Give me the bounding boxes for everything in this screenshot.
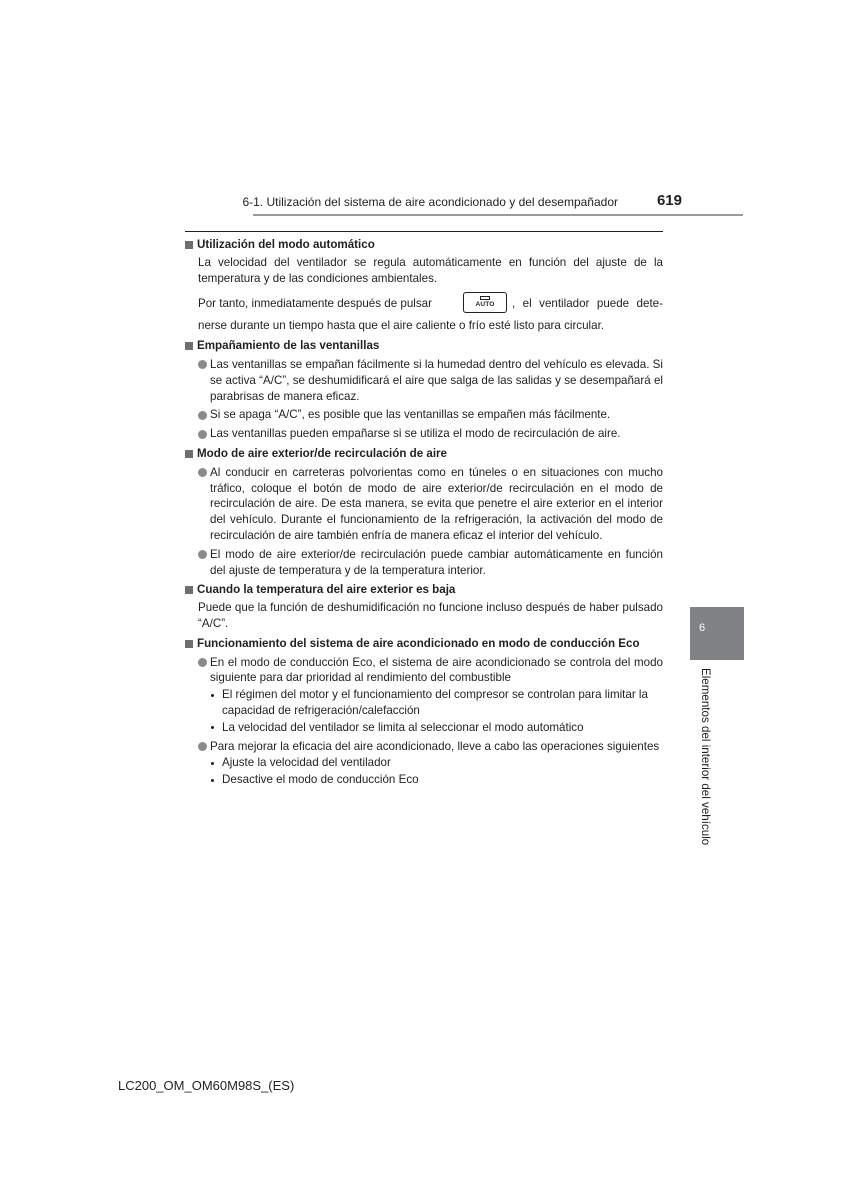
chapter-number: 6 (698, 622, 706, 634)
square-bullet-icon (185, 640, 193, 648)
dot-bullet-icon (211, 779, 214, 782)
dot-bullet-icon (211, 762, 214, 765)
sub-list-item: El régimen del motor y el funcionamiento del compresor se controlan para limitar la capacidad de refrigeración/calefacción (210, 687, 663, 719)
list-item: Al conducir en carreteras polvorientas como en túneles o en situaciones con mucho tráfico, coloque el botón de modo de aire exterior/de recirculación en el modo de recirculación de aire. De esta manera, se evita que penetre el aire exterior en el interior del vehículo. Durante el funcionamiento de la refrigeración, la activación del modo de recirculación de aire también enfría de manera eficaz el interior del vehículo. (198, 465, 663, 544)
list-item: Las ventanillas se empañan fácilmente si la humedad dentro del vehículo es elevada. Si se activa “A/C”, se deshumidificará el aire que salga de las salidas y se desempañará el parabrisas de manera eficaz. (198, 357, 663, 404)
sub-list-item: Ajuste la velocidad del ventilador (210, 755, 663, 771)
circle-bullet-icon (198, 360, 207, 369)
indicator-light-icon (480, 296, 490, 300)
circle-bullet-icon (198, 430, 207, 439)
section-auto-mode (185, 237, 663, 334)
content-top-rule (185, 231, 663, 232)
circle-bullet-icon (198, 468, 207, 477)
list-item: El modo de aire exterior/de recirculación puede cambiar automáticamente en función del ajuste de temperatura y de la temperatura interior. (198, 547, 663, 579)
circle-bullet-icon (198, 550, 207, 559)
square-bullet-icon (185, 450, 193, 458)
press-text-after: , el ventilador puede dete- (512, 297, 663, 311)
section-header-title: 6-1. Utilización del sistema de aire acondicionado y del desempañador (242, 195, 618, 209)
section-recirculation-mode (185, 446, 663, 578)
dot-bullet-icon (211, 694, 214, 697)
chapter-thumb-tab (690, 607, 744, 660)
list-item: Si se apaga “A/C”, es posible que las ventanillas se empañen más fácilmente. (198, 407, 663, 423)
square-bullet-icon (185, 586, 193, 594)
list-item: Para mejorar la eficacia del aire acondicionado, lleve a cabo las operaciones siguientes (198, 739, 663, 755)
section-heading: Utilización del modo automático (185, 237, 663, 253)
section-window-fogging (185, 338, 663, 442)
sub-list-item: La velocidad del ventilador se limita al seleccionar el modo automático (210, 720, 663, 736)
square-bullet-icon (185, 241, 193, 249)
section-heading: Funcionamiento del sistema de aire acondicionado en modo de conducción Eco (185, 636, 663, 652)
press-continuation: nerse durante un tiempo hasta que el aire caliente o frío esté listo para circular. (198, 319, 605, 333)
section-heading: Cuando la temperatura del aire exterior es baja (185, 582, 663, 598)
footer-document-code: LC200_OM_OM60M98S_(ES) (118, 1078, 295, 1093)
section-paragraph: Puede que la función de deshumidificación no funcione incluso después de haber pulsado “A/C”. (198, 601, 663, 630)
circle-bullet-icon (198, 411, 207, 420)
list-item: En el modo de conducción Eco, el sistema de aire acondicionado se controla del modo siguiente para dar prioridad al rendimiento del combustible (198, 655, 663, 687)
page-content (185, 237, 663, 788)
dot-bullet-icon (211, 726, 214, 729)
auto-button-label: AUTO (475, 301, 495, 309)
section-heading: Modo de aire exterior/de recirculación de aire (185, 446, 663, 462)
section-eco-drive-mode (185, 636, 663, 788)
chapter-side-label: Elementos del interior del vehículo (699, 668, 712, 846)
press-auto-line (198, 294, 663, 316)
circle-bullet-icon (198, 658, 207, 667)
auto-button-icon (463, 292, 507, 313)
section-paragraph: La velocidad del ventilador se regula automáticamente en función del ajuste de la temperatura y de las condiciones ambientales. (198, 255, 663, 285)
press-text-before: Por tanto, inmediatamente después de pulsar (198, 297, 432, 311)
list-item: Las ventanillas pueden empañarse si se utiliza el modo de recirculación de aire. (198, 426, 663, 442)
sub-list-item: Desactive el modo de conducción Eco (210, 772, 663, 788)
page-number: 619 (656, 192, 682, 209)
section-low-outside-temperature (185, 582, 663, 631)
square-bullet-icon (185, 342, 193, 350)
header-divider (253, 214, 743, 216)
section-heading: Empañamiento de las ventanillas (185, 338, 663, 354)
circle-bullet-icon (198, 742, 207, 751)
